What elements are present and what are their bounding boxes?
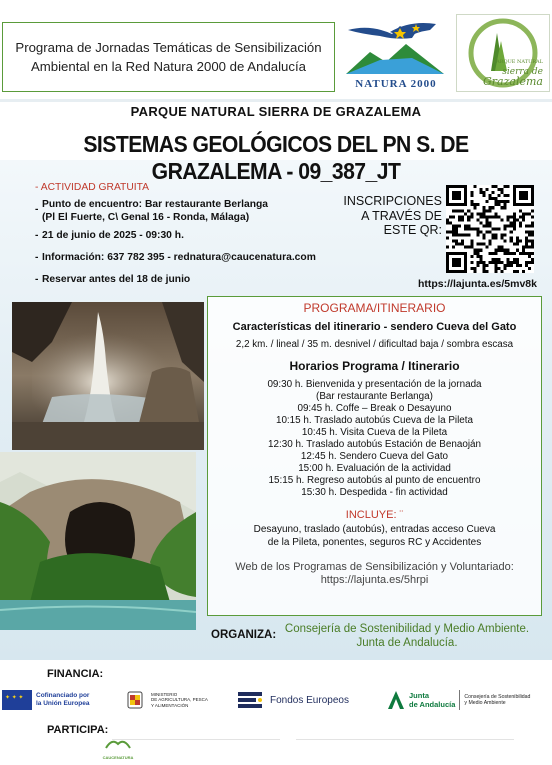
- schedule-item: 15:00 h. Evaluación de la actividad: [298, 463, 451, 474]
- financia-label: FINANCIA:: [47, 668, 104, 680]
- activity-info: [35, 181, 345, 295]
- fondos-europeos-logo: [234, 686, 349, 714]
- schedule-item: 10:15 h. Traslado autobús Cueva de la Pileta: [275, 415, 474, 426]
- sierra-logo-text: [483, 57, 543, 87]
- ministry-line2: DE AGRICULTURA, PESCA: [151, 697, 208, 703]
- registration-qr-code[interactable]: [446, 185, 534, 273]
- includes-heading: INCLUYE: ¨: [345, 509, 404, 521]
- junta-andalucia-icon: [386, 689, 406, 711]
- contact-text: Información: 637 782 395 - rednatura@caucenatura.com: [42, 252, 316, 263]
- web-label: Web de los Programas de Sensibilización y Voluntariado:: [235, 561, 514, 573]
- program-title-line1: Programa de Jornadas Temáticas de Sensibilización: [15, 40, 322, 55]
- schedule-item: 09:45 h. Coffe – Break o Desayuno: [297, 403, 452, 414]
- meeting-line2: (Pl El Fuerte, C\ Genal 16 - Ronda, Málaga): [42, 212, 250, 223]
- schedule-item: 10:45 h. Visita Cueva de la Pileta: [301, 427, 448, 438]
- meeting-point: [35, 198, 345, 224]
- organiza-line2: Junta de Andalucía.: [356, 637, 458, 649]
- sierra-logo-line1: PARQUE NATURAL: [493, 59, 543, 65]
- date-text: 21 de junio de 2025 - 09:30 h.: [42, 230, 184, 241]
- registration-line2: A TRAVÉS DE: [361, 208, 442, 223]
- includes-text: [208, 523, 541, 549]
- ministry-line3: Y ALIMENTACIÓN: [151, 702, 189, 708]
- schedule-item: 15:30 h. Despedida - fin actividad: [301, 487, 448, 498]
- bullet-dash: -: [35, 274, 39, 285]
- bullet-dash: -: [35, 204, 39, 215]
- web-url-link[interactable]: https://lajunta.es/5hrpi: [320, 574, 429, 586]
- eu-text-line1: Cofinanciado por: [36, 692, 90, 699]
- spain-shield-icon: [123, 688, 147, 712]
- fondos-text: Fondos Europeos: [270, 694, 349, 706]
- consejeria-line2: y Medio Ambiente: [464, 700, 506, 706]
- sierra-logo-line2: sierra de: [502, 67, 543, 77]
- eu-text-line2: la Unión Europea: [36, 700, 90, 707]
- bullet-dash: -: [35, 252, 39, 263]
- schedule-item: 12:45 h. Sendero Cueva del Gato: [300, 451, 449, 462]
- schedule-item: 15:15 h. Regreso autobús al punto de encuentro: [268, 475, 481, 486]
- junta-divider: [459, 690, 460, 710]
- registration-line3: ESTE QR:: [383, 223, 442, 237]
- schedule-item: 09:30 h. Bienvenida y presentación de la jornada: [267, 379, 482, 390]
- park-title: PARQUE NATURAL SIERRA DE GRAZALEMA: [130, 104, 422, 119]
- junta-line1: Junta: [409, 691, 430, 700]
- bullet-dash: -: [35, 230, 39, 241]
- includes-line1: Desayuno, traslado (autobús), entradas acceso Cueva: [253, 524, 496, 535]
- junta-andalucia-logo: [386, 686, 530, 714]
- includes-line2: de la Pileta, ponentes, seguros RC y Accidentes: [267, 537, 482, 548]
- schedule-list: [208, 379, 541, 499]
- program-heading: PROGRAMA/ITINERARIO: [303, 301, 446, 315]
- sierra-logo-line3: Grazalema: [483, 75, 543, 88]
- organiza-text: [276, 622, 538, 650]
- caucenatura-text: CAUCENATURA: [102, 755, 134, 760]
- schedule-item: (Bar restaurante Berlanga): [316, 391, 433, 402]
- footer-placeholder-box: [112, 739, 280, 765]
- reservation-deadline: [35, 273, 345, 286]
- participa-label: PARTICIPA:: [47, 724, 109, 736]
- junta-line2: de Andalucía: [409, 700, 456, 709]
- footer-placeholder-box: [296, 739, 514, 765]
- program-itinerary-panel: [207, 296, 542, 616]
- ministry-logo: [123, 686, 208, 714]
- organiza-line1: Consejería de Sostenibilidad y Medio Ambiente.: [284, 623, 530, 635]
- itinerary-characteristics: Características del itinerario - sendero Cueva del Gato: [232, 321, 517, 333]
- eu-flag-icon: [2, 690, 32, 710]
- reserve-text: Reservar antes del 18 de junio: [42, 274, 191, 285]
- main-title: SISTEMAS GEOLÓGICOS DEL PN S. DE GRAZALEMA - 09_387_JT: [83, 131, 469, 184]
- consejeria-line1: Consejería de Sostenibilidad: [464, 693, 531, 700]
- itinerary-details: 2,2 km. / lineal / 35 m. desnivel / dificultad baja / sombra escasa: [235, 339, 514, 350]
- schedule-item: 12:30 h. Traslado autobús Estación de Benaoján: [267, 439, 482, 450]
- ministry-line1: MINISTERIO: [151, 691, 178, 697]
- registration-line1: INSCRIPCIONES: [343, 194, 442, 208]
- eu-cofinance-logo: [2, 686, 89, 714]
- program-title-line2: Ambiental en la Red Natura 2000 de Andalucía: [31, 59, 306, 74]
- cueva-del-gato-photo: [0, 452, 196, 630]
- registration-label: [340, 194, 442, 238]
- natura-2000-logo: [340, 14, 450, 94]
- free-activity-label: - ACTIVIDAD GRATUITA: [35, 182, 150, 193]
- activity-date: [35, 229, 345, 242]
- fondos-europeos-icon: [234, 688, 266, 712]
- organiza-label: ORGANIZA:: [211, 629, 277, 641]
- registration-url[interactable]: https://lajunta.es/5mv8k: [417, 278, 537, 290]
- contact-info: [35, 251, 345, 264]
- sierra-grazalema-logo: [456, 14, 550, 92]
- meeting-line1: Punto de encuentro: Bar restaurante Berlanga: [42, 199, 269, 210]
- cave-stalagmite-photo: [12, 302, 204, 450]
- schedule-heading: Horarios Programa / Itinerario: [289, 359, 460, 373]
- natura-logo-text: NATURA 2000: [355, 78, 437, 90]
- program-title-box: [2, 22, 335, 92]
- header-divider: [0, 99, 552, 102]
